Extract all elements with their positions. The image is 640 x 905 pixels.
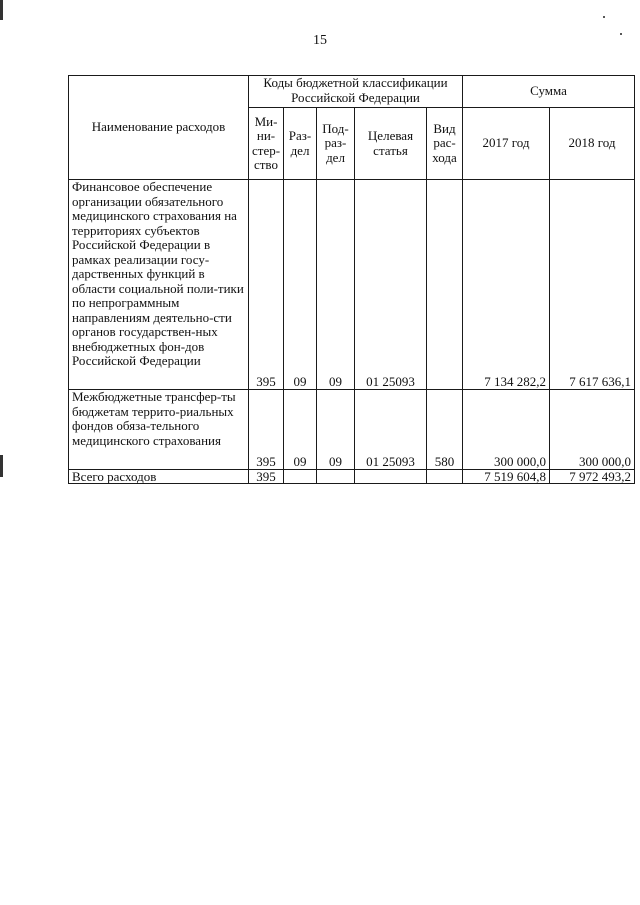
- header-year-2017: 2017 год: [463, 108, 550, 180]
- header-sum-group: Сумма: [463, 76, 635, 108]
- row-sum-2018: 7 617 636,1: [550, 180, 635, 390]
- scan-edge-mark: [0, 455, 3, 477]
- total-section: [284, 470, 317, 484]
- header-section: Раз-дел: [284, 108, 317, 180]
- scan-edge-mark: [0, 0, 3, 20]
- row-ministry: 395: [249, 390, 284, 470]
- total-sum-2018: 7 972 493,2: [550, 470, 635, 484]
- row-sum-2017: 300 000,0: [463, 390, 550, 470]
- row-section: 09: [284, 390, 317, 470]
- row-subsection: 09: [317, 390, 355, 470]
- row-sum-2018: 300 000,0: [550, 390, 635, 470]
- total-name: Всего расходов: [69, 470, 249, 484]
- row-ministry: 395: [249, 180, 284, 390]
- total-sum-2017: 7 519 604,8: [463, 470, 550, 484]
- header-codes-group: Коды бюджетной классификации Российской Федерации: [249, 76, 463, 108]
- scan-speck: [603, 16, 605, 18]
- row-subsection: 09: [317, 180, 355, 390]
- header-year-2018: 2018 год: [550, 108, 635, 180]
- total-target: [355, 470, 427, 484]
- page-number: 15: [313, 33, 327, 48]
- total-ministry: 395: [249, 470, 284, 484]
- table-row: [69, 390, 635, 470]
- total-subsection: [317, 470, 355, 484]
- budget-expenses-table: [68, 75, 635, 484]
- row-expense-type: 580: [427, 390, 463, 470]
- row-section: 09: [284, 180, 317, 390]
- row-target: 01 25093: [355, 180, 427, 390]
- row-sum-2017: 7 134 282,2: [463, 180, 550, 390]
- header-subsection: Под-раз-дел: [317, 108, 355, 180]
- row-expense-type: [427, 180, 463, 390]
- row-name: Финансовое обеспечение организации обязательного медицинского страхования на территориях субъектов Российской Федерации в рамках реализации госу-дарственных функций в области социальной поли-тики по непрограммным направлениям деятельно-сти органов государствен-ных внебюджетных фон-дов Российской Федерации: [69, 180, 249, 390]
- row-name: Межбюджетные трансфер-ты бюджетам террито-риальных фондов обяза-тельного медицинского страхования: [69, 390, 249, 470]
- row-target: 01 25093: [355, 390, 427, 470]
- header-expense-type: Вид рас-хода: [427, 108, 463, 180]
- scan-speck: [620, 33, 622, 35]
- header-name: Наименование расходов: [69, 76, 249, 180]
- header-target: Целевая статья: [355, 108, 427, 180]
- total-row: [69, 470, 635, 484]
- total-expense-type: [427, 470, 463, 484]
- header-ministry: Ми-ни-стер-ство: [249, 108, 284, 180]
- table-row: [69, 180, 635, 390]
